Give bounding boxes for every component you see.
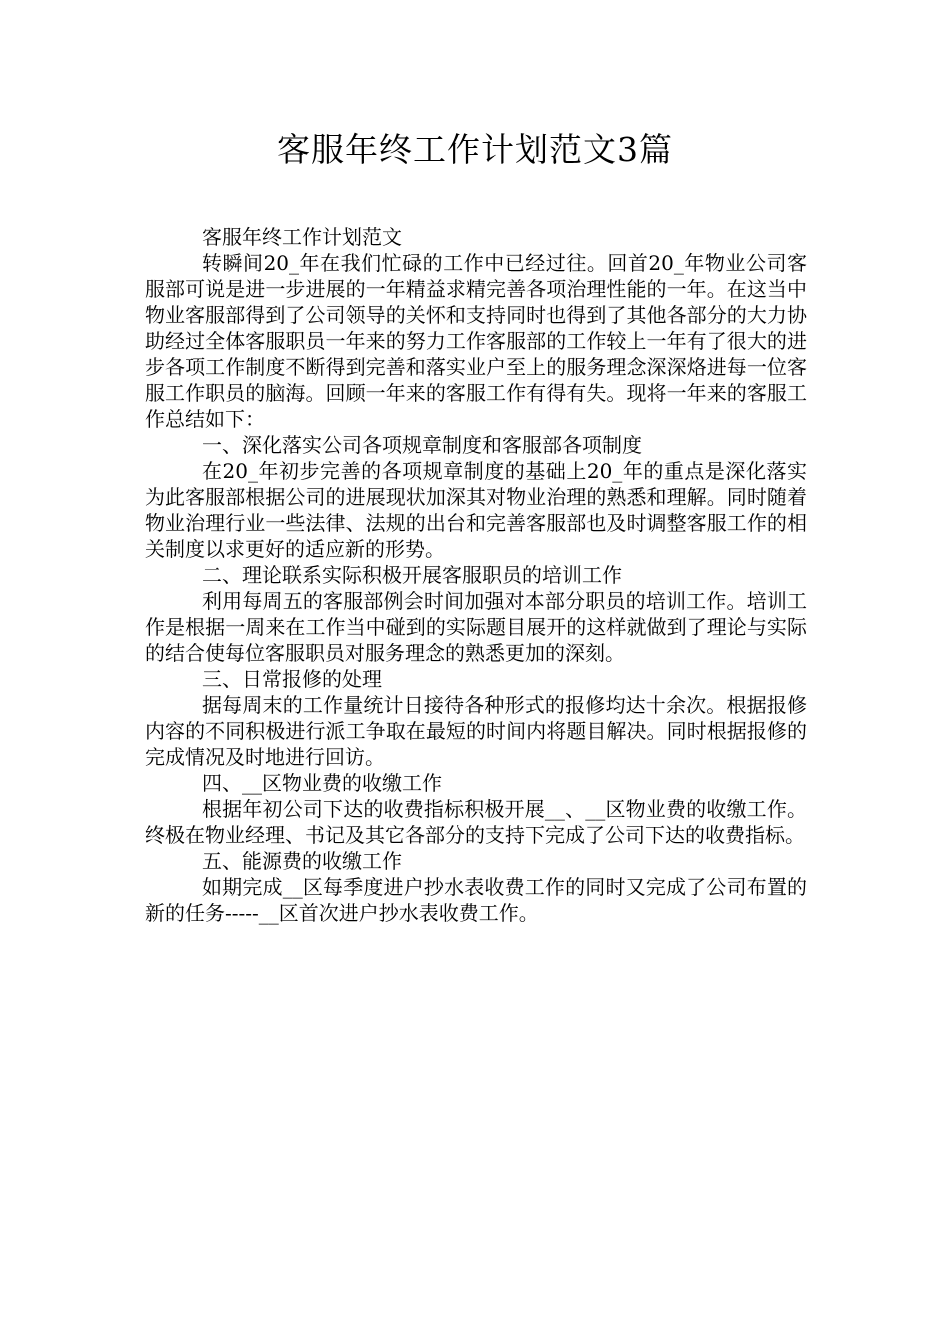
document-title: 客服年终工作计划范文3篇 bbox=[277, 130, 673, 169]
section-heading: 二、理论联系实际积极开展客服职员的培训工作 bbox=[202, 563, 622, 587]
section-heading: 四、__区物业费的收缴工作 bbox=[202, 771, 442, 795]
section-heading: 五、能源费的收缴工作 bbox=[202, 849, 402, 873]
body-paragraph: 转瞬间20_年在我们忙碌的工作中已经过往。回首20_年物业公司客服部可说是进一步进展的一年精益求精完善各项治理性能的一年。在这当中物业客服部得到了公司领导的关怀和支持同时也得到了其他各部分的大力协助经过全体客服职员一年来的努力工作客服部的工作较上一年有了很大的进步各项工作制度不断得到完善和落实业户至上的服务理念深深烙进每一位客服工作职员的脑海。回顾一年来的客服工作有得有失。现将一年来的客服工作总结如下： bbox=[145, 251, 807, 431]
section-heading: 三、日常报修的处理 bbox=[202, 667, 382, 691]
document-body bbox=[145, 224, 807, 926]
body-paragraph: 据每周末的工作量统计日接待各种形式的报修均达十余次。根据报修内容的不同积极进行派工争取在最短的时间内将题目解决。同时根据报修的完成情况及时地进行回访。 bbox=[145, 693, 807, 769]
body-paragraph: 在20_年初步完善的各项规章制度的基础上20_年的重点是深化落实为此客服部根据公司的进展现状加深其对物业治理的熟悉和理解。同时随着物业治理行业一些法律、法规的出台和完善客服部也及时调整客服工作的相关制度以求更好的适应新的形势。 bbox=[145, 459, 807, 561]
body-paragraph: 如期完成__区每季度进户抄水表收费工作的同时又完成了公司布置的新的任务-----__区首次进户抄水表收费工作。 bbox=[145, 875, 807, 925]
body-paragraph: 根据年初公司下达的收费指标积极开展__、__区物业费的收缴工作。终极在物业经理、书记及其它各部分的支持下完成了公司下达的收费指标。 bbox=[145, 797, 807, 847]
body-paragraph: 利用每周五的客服部例会时间加强对本部分职员的培训工作。培训工作是根据一周来在工作当中碰到的实际题目展开的这样就做到了理论与实际的结合使每位客服职员对服务理念的熟悉更加的深刻。 bbox=[145, 589, 807, 665]
section-heading: 客服年终工作计划范文 bbox=[202, 225, 402, 249]
section-heading: 一、深化落实公司各项规章制度和客服部各项制度 bbox=[202, 433, 642, 457]
